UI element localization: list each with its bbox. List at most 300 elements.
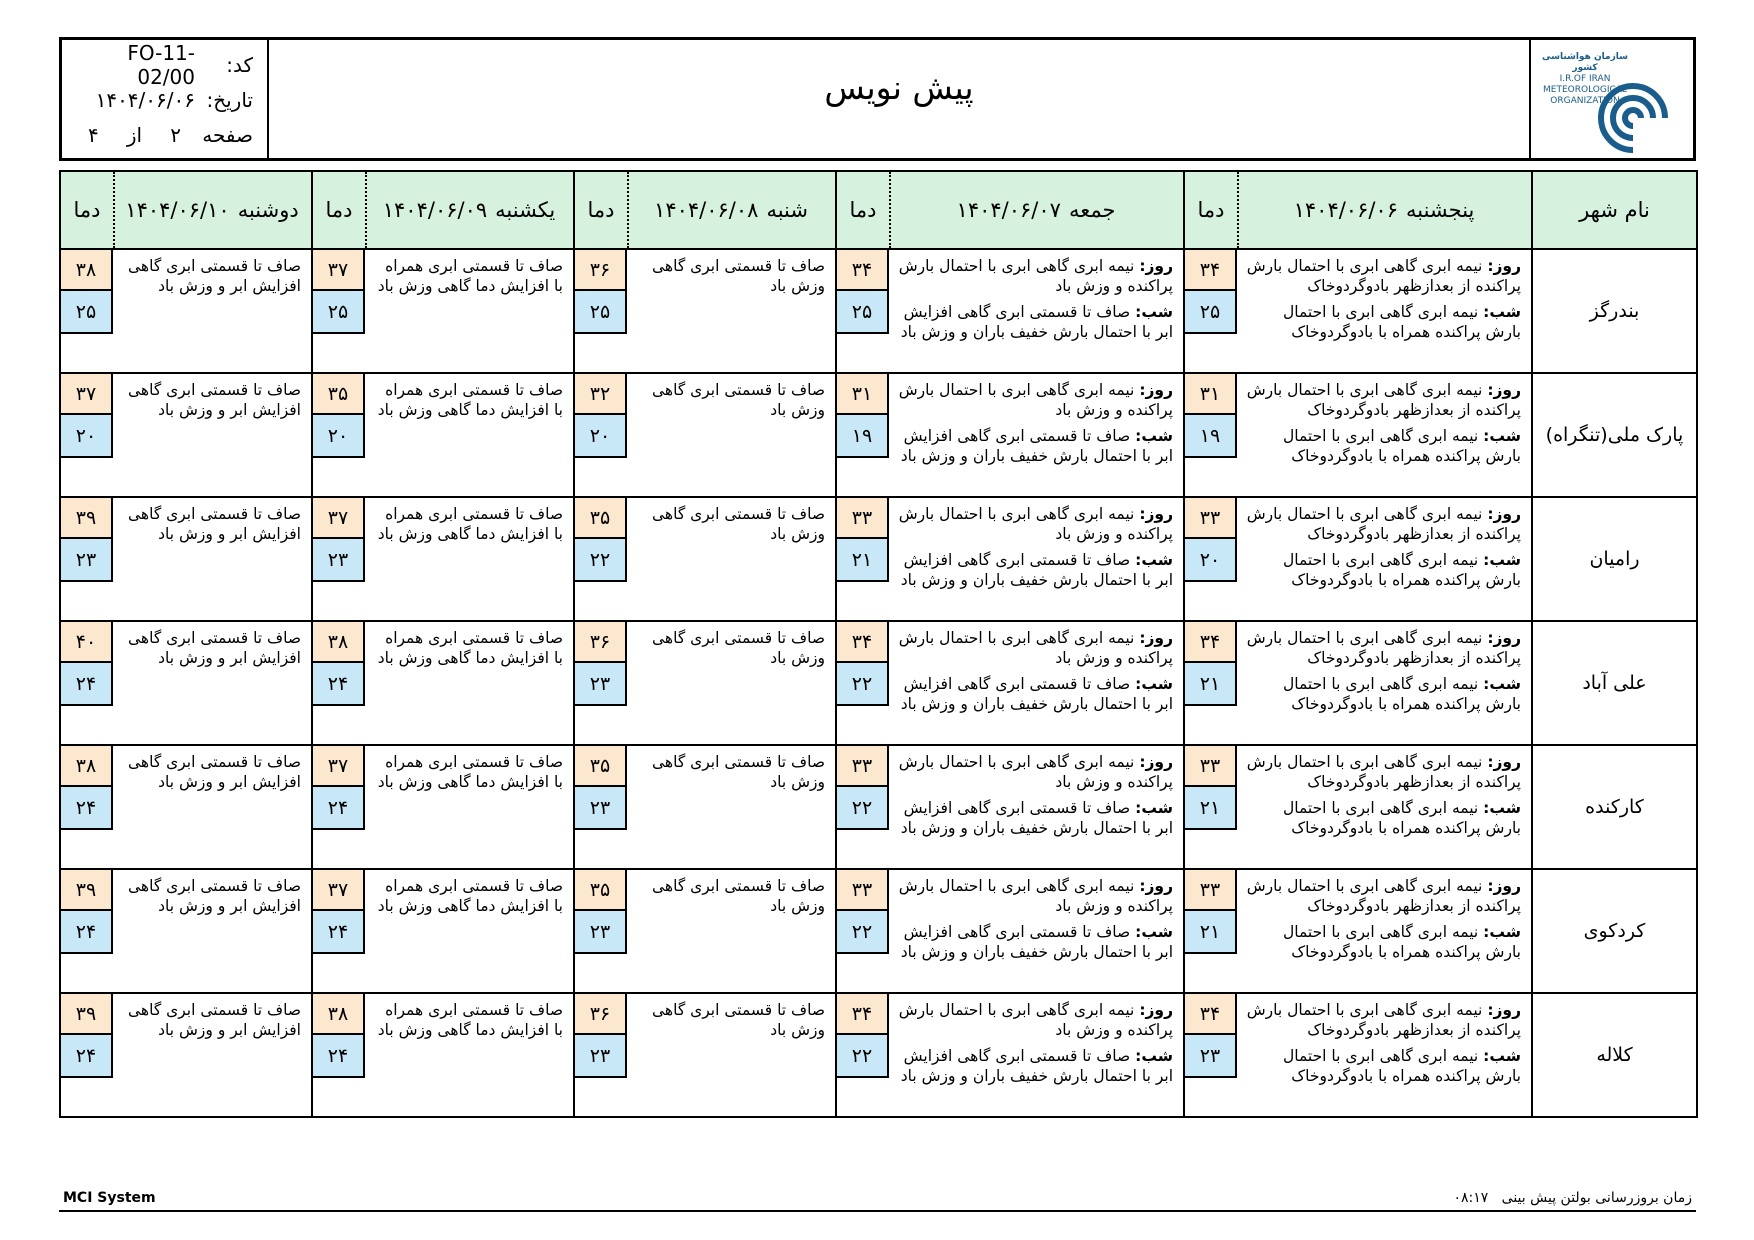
city-name: بندرگز (1532, 249, 1697, 373)
min-temp: ۲۵ (61, 291, 111, 332)
min-temp: ۲۴ (313, 787, 363, 828)
day-name: یکشنبه (495, 198, 556, 222)
max-temp: ۳۷ (61, 374, 111, 415)
forecast-text: صاف تا قسمتی ابری گاهی افزایش ابر و وزش باد (128, 381, 301, 419)
night-forecast: نیمه ابری گاهی ابری با احتمال بارش پراکنده همراه با بادوگردوخاک (1282, 303, 1521, 341)
max-temp: ۳۸ (61, 250, 111, 291)
temperature-box (313, 746, 365, 830)
forecast-description (1245, 504, 1521, 596)
temp-column-header: دما (1197, 198, 1225, 222)
system-name: MCI System (63, 1190, 156, 1206)
night-forecast: نیمه ابری گاهی ابری با احتمال بارش پراکنده همراه با بادوگردوخاک (1282, 923, 1521, 961)
forecast-cell (1184, 745, 1532, 869)
max-temp: ۳۴ (1185, 994, 1235, 1035)
forecast-cell (312, 745, 574, 869)
min-temp: ۲۳ (575, 911, 625, 952)
night-forecast: صاف تا قسمتی ابری گاهی افزایش ابر با احتمال بارش خفیف باران و وزش باد (900, 551, 1173, 589)
min-temp: ۲۳ (1185, 1035, 1235, 1076)
organization-logo (1529, 40, 1693, 158)
temperature-box (837, 250, 889, 334)
city-column-header: نام شهر (1532, 171, 1697, 249)
temp-column-header: دما (325, 198, 353, 222)
table-row (60, 497, 1697, 621)
forecast-cell (836, 373, 1184, 497)
temperature-box (313, 374, 365, 458)
forecast-cell (1184, 869, 1532, 993)
temp-column-header: دما (849, 198, 877, 222)
temperature-box (1185, 870, 1237, 954)
page-label: صفحه (202, 123, 253, 147)
day-label: روز: (1487, 877, 1521, 895)
table-row (60, 993, 1697, 1117)
min-temp: ۲۲ (837, 663, 887, 704)
day-name: جمعه (1068, 198, 1116, 222)
temperature-box (61, 994, 113, 1078)
forecast-description (897, 628, 1173, 720)
temperature-box (575, 250, 627, 334)
min-temp: ۱۹ (837, 415, 887, 456)
forecast-description (635, 380, 825, 426)
night-label: شب: (1483, 799, 1521, 817)
min-temp: ۲۲ (837, 911, 887, 952)
logo-text: سازمان هواشناسی کشور I.R.OF IRAN METEOROLOGICAL ORGANIZATION (1541, 52, 1628, 106)
night-forecast: نیمه ابری گاهی ابری با احتمال بارش پراکنده همراه با بادوگردوخاک (1282, 1047, 1521, 1085)
max-temp: ۳۴ (837, 994, 887, 1035)
night-label: شب: (1135, 427, 1173, 445)
forecast-description (897, 1000, 1173, 1092)
forecast-cell (312, 497, 574, 621)
max-temp: ۳۴ (1185, 622, 1235, 663)
forecast-description (635, 1000, 825, 1046)
day-forecast: نیمه ابری گاهی ابری با احتمال بارش پراکنده از بعدازظهر بادوگردوخاک (1246, 381, 1521, 419)
day-label: روز: (1139, 381, 1173, 399)
forecast-description (1245, 876, 1521, 968)
forecast-text: صاف تا قسمتی ابری گاهی وزش باد (652, 753, 825, 791)
max-temp: ۳۳ (837, 498, 887, 539)
min-temp: ۲۳ (575, 663, 625, 704)
min-temp: ۲۳ (61, 539, 111, 580)
forecast-cell (836, 497, 1184, 621)
forecast-text: صاف تا قسمتی ابری همراه با افزایش دما گاهی وزش باد (377, 257, 563, 295)
day-label: روز: (1139, 1001, 1173, 1019)
forecast-cell (574, 373, 836, 497)
temperature-box (313, 994, 365, 1078)
day-forecast: نیمه ابری گاهی ابری با احتمال بارش پراکنده و وزش باد (898, 257, 1173, 295)
forecast-description (373, 752, 563, 798)
document-header (59, 37, 1696, 161)
day-forecast: نیمه ابری گاهی ابری با احتمال بارش پراکنده و وزش باد (898, 753, 1173, 791)
night-label: شب: (1135, 551, 1173, 569)
temperature-box (575, 622, 627, 706)
code-value: FO-11-02/00 (127, 41, 195, 89)
forecast-cell (574, 869, 836, 993)
city-name: کلاله (1532, 993, 1697, 1117)
forecast-table (59, 170, 1698, 1118)
min-temp: ۲۴ (61, 911, 111, 952)
max-temp: ۳۵ (575, 746, 625, 787)
forecast-cell (836, 745, 1184, 869)
temp-column-header: دما (73, 198, 101, 222)
forecast-text: صاف تا قسمتی ابری همراه با افزایش دما گاهی وزش باد (377, 629, 563, 667)
forecast-text: صاف تا قسمتی ابری گاهی وزش باد (652, 629, 825, 667)
spiral-logo-icon (1593, 78, 1673, 158)
forecast-text: صاف تا قسمتی ابری گاهی افزایش ابر و وزش باد (128, 753, 301, 791)
max-temp: ۳۳ (1185, 870, 1235, 911)
day-column-header (1184, 171, 1532, 249)
temperature-box (61, 746, 113, 830)
forecast-cell (836, 249, 1184, 373)
day-forecast: نیمه ابری گاهی ابری با احتمال بارش پراکنده و وزش باد (898, 1001, 1173, 1039)
temperature-box (837, 622, 889, 706)
temperature-box (1185, 622, 1237, 706)
day-label: روز: (1487, 381, 1521, 399)
night-label: شب: (1483, 427, 1521, 445)
max-temp: ۳۶ (575, 250, 625, 291)
forecast-description (897, 256, 1173, 348)
forecast-text: صاف تا قسمتی ابری همراه با افزایش دما گاهی وزش باد (377, 753, 563, 791)
min-temp: ۲۴ (313, 1035, 363, 1076)
forecast-cell (1184, 249, 1532, 373)
table-row (60, 621, 1697, 745)
temperature-box (575, 870, 627, 954)
temperature-box (575, 498, 627, 582)
temperature-box (1185, 498, 1237, 582)
day-label: روز: (1139, 753, 1173, 771)
night-label: شب: (1483, 675, 1521, 693)
min-temp: ۲۱ (1185, 787, 1235, 828)
night-forecast: نیمه ابری گاهی ابری با احتمال بارش پراکنده همراه با بادوگردوخاک (1282, 427, 1521, 465)
day-column-header (60, 171, 312, 249)
forecast-text: صاف تا قسمتی ابری گاهی افزایش ابر و وزش باد (128, 629, 301, 667)
night-forecast: صاف تا قسمتی ابری گاهی افزایش ابر با احتمال بارش خفیف باران و وزش باد (900, 675, 1173, 713)
day-column-header (312, 171, 574, 249)
min-temp: ۲۲ (575, 539, 625, 580)
max-temp: ۳۸ (61, 746, 111, 787)
forecast-description (121, 380, 301, 426)
update-time: ۰۸:۱۷ (1453, 1190, 1489, 1206)
temperature-box (837, 994, 889, 1078)
temperature-box (61, 870, 113, 954)
date-label: تاریخ: (206, 88, 253, 112)
forecast-cell (312, 249, 574, 373)
min-temp: ۲۰ (1185, 539, 1235, 580)
max-temp: ۳۴ (837, 622, 887, 663)
table-row (60, 373, 1697, 497)
temperature-box (61, 622, 113, 706)
forecast-description (373, 1000, 563, 1046)
forecast-description (121, 752, 301, 798)
table-row (60, 249, 1697, 373)
forecast-text: صاف تا قسمتی ابری گاهی افزایش ابر و وزش باد (128, 877, 301, 915)
forecast-text: صاف تا قسمتی ابری همراه با افزایش دما گاهی وزش باد (377, 381, 563, 419)
temperature-box (61, 374, 113, 458)
city-name: کردکوی (1532, 869, 1697, 993)
page-title: پیش نویس (824, 68, 974, 107)
day-forecast: نیمه ابری گاهی ابری با احتمال بارش پراکنده از بعدازظهر بادوگردوخاک (1246, 877, 1521, 915)
city-name: رامیان (1532, 497, 1697, 621)
forecast-description (897, 752, 1173, 844)
night-forecast: صاف تا قسمتی ابری گاهی افزایش ابر با احتمال بارش خفیف باران و وزش باد (900, 923, 1173, 961)
max-temp: ۳۶ (575, 622, 625, 663)
forecast-description (373, 876, 563, 922)
max-temp: ۳۴ (1185, 250, 1235, 291)
forecast-cell (312, 373, 574, 497)
max-temp: ۳۵ (313, 374, 363, 415)
day-forecast: نیمه ابری گاهی ابری با احتمال بارش پراکنده و وزش باد (898, 629, 1173, 667)
forecast-description (1245, 628, 1521, 720)
max-temp: ۳۵ (575, 498, 625, 539)
temperature-box (837, 746, 889, 830)
min-temp: ۲۴ (61, 787, 111, 828)
day-label: روز: (1487, 1001, 1521, 1019)
min-temp: ۱۹ (1185, 415, 1235, 456)
day-label: روز: (1487, 629, 1521, 647)
day-label: روز: (1139, 877, 1173, 895)
forecast-description (121, 256, 301, 302)
temperature-box (313, 622, 365, 706)
day-label: روز: (1487, 505, 1521, 523)
forecast-cell (60, 621, 312, 745)
night-label: شب: (1483, 923, 1521, 941)
city-name: کارکنده (1532, 745, 1697, 869)
max-temp: ۳۷ (313, 746, 363, 787)
page-number: ۲ (170, 123, 181, 147)
day-forecast: نیمه ابری گاهی ابری با احتمال بارش پراکنده از بعدازظهر بادوگردوخاک (1246, 753, 1521, 791)
max-temp: ۳۹ (61, 994, 111, 1035)
day-label: روز: (1487, 257, 1521, 275)
max-temp: ۳۸ (313, 622, 363, 663)
forecast-text: صاف تا قسمتی ابری گاهی وزش باد (652, 877, 825, 915)
table-row (60, 745, 1697, 869)
min-temp: ۲۴ (313, 911, 363, 952)
forecast-text: صاف تا قسمتی ابری گاهی وزش باد (652, 1001, 825, 1039)
day-name: شنبه (766, 198, 808, 222)
min-temp: ۲۰ (313, 415, 363, 456)
temperature-box (313, 870, 365, 954)
night-label: شب: (1135, 923, 1173, 941)
day-forecast: نیمه ابری گاهی ابری با احتمال بارش پراکنده از بعدازظهر بادوگردوخاک (1246, 629, 1521, 667)
forecast-cell (60, 249, 312, 373)
max-temp: ۳۷ (313, 250, 363, 291)
min-temp: ۲۴ (61, 663, 111, 704)
day-column-header (836, 171, 1184, 249)
day-date: ۱۴۰۴/۰۶/۰۶ (1293, 198, 1398, 222)
temperature-box (61, 498, 113, 582)
temperature-box (837, 870, 889, 954)
temperature-box (61, 250, 113, 334)
temperature-box (1185, 374, 1237, 458)
max-temp: ۳۹ (61, 870, 111, 911)
night-label: شب: (1135, 675, 1173, 693)
night-label: شب: (1483, 303, 1521, 321)
update-label: زمان بروزرسانی بولتن پیش بینی (1501, 1190, 1692, 1206)
max-temp: ۳۳ (837, 746, 887, 787)
day-label: روز: (1487, 753, 1521, 771)
day-date: ۱۴۰۴/۰۶/۱۰ (125, 198, 230, 222)
forecast-cell (312, 621, 574, 745)
min-temp: ۲۵ (313, 291, 363, 332)
temperature-box (837, 374, 889, 458)
temp-column-header: دما (587, 198, 615, 222)
min-temp: ۲۳ (313, 539, 363, 580)
day-forecast: نیمه ابری گاهی ابری با احتمال بارش پراکنده و وزش باد (898, 505, 1173, 543)
day-forecast: نیمه ابری گاهی ابری با احتمال بارش پراکنده از بعدازظهر بادوگردوخاک (1246, 257, 1521, 295)
max-temp: ۳۷ (313, 870, 363, 911)
max-temp: ۳۹ (61, 498, 111, 539)
forecast-text: صاف تا قسمتی ابری گاهی وزش باد (652, 381, 825, 419)
city-name: علی آباد (1532, 621, 1697, 745)
forecast-text: صاف تا قسمتی ابری گاهی افزایش ابر و وزش باد (128, 505, 301, 543)
forecast-description (1245, 752, 1521, 844)
forecast-cell (60, 373, 312, 497)
night-label: شب: (1483, 1047, 1521, 1065)
forecast-description (373, 380, 563, 426)
forecast-cell (836, 621, 1184, 745)
forecast-text: صاف تا قسمتی ابری گاهی وزش باد (652, 505, 825, 543)
night-forecast: صاف تا قسمتی ابری گاهی افزایش ابر با احتمال بارش خفیف باران و وزش باد (900, 427, 1173, 465)
max-temp: ۳۱ (1185, 374, 1235, 415)
day-column-header (574, 171, 836, 249)
forecast-description (373, 256, 563, 302)
code-row (74, 41, 253, 89)
day-date: ۱۴۰۴/۰۶/۰۷ (956, 198, 1061, 222)
forecast-cell (60, 869, 312, 993)
date-row (74, 83, 253, 117)
forecast-cell (312, 869, 574, 993)
forecast-cell (1184, 497, 1532, 621)
max-temp: ۳۶ (575, 994, 625, 1035)
forecast-cell (1184, 993, 1532, 1117)
forecast-description (121, 876, 301, 922)
forecast-description (1245, 380, 1521, 472)
max-temp: ۳۴ (837, 250, 887, 291)
max-temp: ۳۳ (1185, 746, 1235, 787)
max-temp: ۳۷ (313, 498, 363, 539)
forecast-description (373, 628, 563, 674)
temperature-box (313, 498, 365, 582)
forecast-description (635, 256, 825, 302)
max-temp: ۳۵ (575, 870, 625, 911)
night-forecast: صاف تا قسمتی ابری گاهی افزایش ابر با احتمال بارش خفیف باران و وزش باد (900, 1047, 1173, 1085)
day-date: ۱۴۰۴/۰۶/۰۹ (382, 198, 488, 222)
forecast-description (635, 628, 825, 674)
day-name: دوشنبه (237, 198, 299, 222)
forecast-cell (60, 993, 312, 1117)
city-name: پارک ملی(تنگراه) (1532, 373, 1697, 497)
forecast-cell (836, 993, 1184, 1117)
forecast-cell (1184, 373, 1532, 497)
forecast-cell (1184, 621, 1532, 745)
code-label: کد: (226, 53, 253, 77)
page-of: از (126, 123, 143, 147)
forecast-text: صاف تا قسمتی ابری همراه با افزایش دما گاهی وزش باد (377, 505, 563, 543)
forecast-cell (574, 745, 836, 869)
page-footer (59, 1190, 1696, 1212)
night-forecast: نیمه ابری گاهی ابری با احتمال بارش پراکنده همراه با بادوگردوخاک (1282, 799, 1521, 837)
forecast-cell (574, 993, 836, 1117)
temperature-box (313, 250, 365, 334)
day-date: ۱۴۰۴/۰۶/۰۸ (654, 198, 759, 222)
min-temp: ۲۲ (837, 787, 887, 828)
forecast-description (897, 380, 1173, 472)
forecast-description (1245, 1000, 1521, 1092)
min-temp: ۲۳ (575, 787, 625, 828)
forecast-description (897, 504, 1173, 596)
date-value: ۱۴۰۴/۰۶/۰۶ (95, 88, 195, 112)
forecast-text: صاف تا قسمتی ابری همراه با افزایش دما گاهی وزش باد (377, 877, 563, 915)
day-label: روز: (1139, 505, 1173, 523)
night-label: شب: (1135, 1047, 1173, 1065)
max-temp: ۳۱ (837, 374, 887, 415)
min-temp: ۲۱ (837, 539, 887, 580)
temperature-box (575, 746, 627, 830)
min-temp: ۲۵ (575, 291, 625, 332)
page-total: ۴ (88, 123, 99, 147)
page-row (74, 118, 253, 152)
min-temp: ۲۵ (837, 291, 887, 332)
day-forecast: نیمه ابری گاهی ابری با احتمال بارش پراکنده و وزش باد (898, 877, 1173, 915)
forecast-cell (60, 497, 312, 621)
min-temp: ۲۵ (1185, 291, 1235, 332)
night-label: شب: (1135, 799, 1173, 817)
forecast-cell (574, 497, 836, 621)
forecast-description (635, 504, 825, 550)
max-temp: ۳۲ (575, 374, 625, 415)
min-temp: ۲۴ (61, 1035, 111, 1076)
forecast-description (635, 876, 825, 922)
forecast-text: صاف تا قسمتی ابری گاهی افزایش ابر و وزش باد (128, 257, 301, 295)
forecast-description (635, 752, 825, 798)
forecast-description (121, 1000, 301, 1046)
min-temp: ۲۱ (1185, 663, 1235, 704)
forecast-cell (60, 745, 312, 869)
max-temp: ۳۸ (313, 994, 363, 1035)
forecast-cell (574, 621, 836, 745)
forecast-cell (312, 993, 574, 1117)
day-forecast: نیمه ابری گاهی ابری با احتمال بارش پراکنده از بعدازظهر بادوگردوخاک (1246, 1001, 1521, 1039)
temperature-box (1185, 994, 1237, 1078)
forecast-description (897, 876, 1173, 968)
forecast-description (373, 504, 563, 550)
day-label: روز: (1139, 257, 1173, 275)
day-name: پنجشنبه (1406, 198, 1475, 222)
temperature-box (837, 498, 889, 582)
night-label: شب: (1135, 303, 1173, 321)
forecast-cell (574, 249, 836, 373)
temperature-box (575, 374, 627, 458)
min-temp: ۲۰ (575, 415, 625, 456)
forecast-description (121, 628, 301, 674)
min-temp: ۲۱ (1185, 911, 1235, 952)
min-temp: ۲۳ (575, 1035, 625, 1076)
forecast-cell (836, 869, 1184, 993)
night-forecast: نیمه ابری گاهی ابری با احتمال بارش پراکنده همراه با بادوگردوخاک (1282, 551, 1521, 589)
forecast-text: صاف تا قسمتی ابری گاهی وزش باد (652, 257, 825, 295)
temperature-box (1185, 746, 1237, 830)
forecast-description (1245, 256, 1521, 348)
day-forecast: نیمه ابری گاهی ابری با احتمال بارش پراکنده و وزش باد (898, 381, 1173, 419)
night-forecast: نیمه ابری گاهی ابری با احتمال بارش پراکنده همراه با بادوگردوخاک (1282, 675, 1521, 713)
day-forecast: نیمه ابری گاهی ابری با احتمال بارش پراکنده از بعدازظهر بادوگردوخاک (1246, 505, 1521, 543)
night-forecast: صاف تا قسمتی ابری گاهی افزایش ابر با احتمال بارش خفیف باران و وزش باد (900, 303, 1173, 341)
forecast-text: صاف تا قسمتی ابری گاهی افزایش ابر و وزش باد (128, 1001, 301, 1039)
night-label: شب: (1483, 551, 1521, 569)
min-temp: ۲۴ (313, 663, 363, 704)
document-meta (62, 40, 269, 158)
night-forecast: صاف تا قسمتی ابری گاهی افزایش ابر با احتمال بارش خفیف باران و وزش باد (900, 799, 1173, 837)
day-label: روز: (1139, 629, 1173, 647)
max-temp: ۳۳ (1185, 498, 1235, 539)
